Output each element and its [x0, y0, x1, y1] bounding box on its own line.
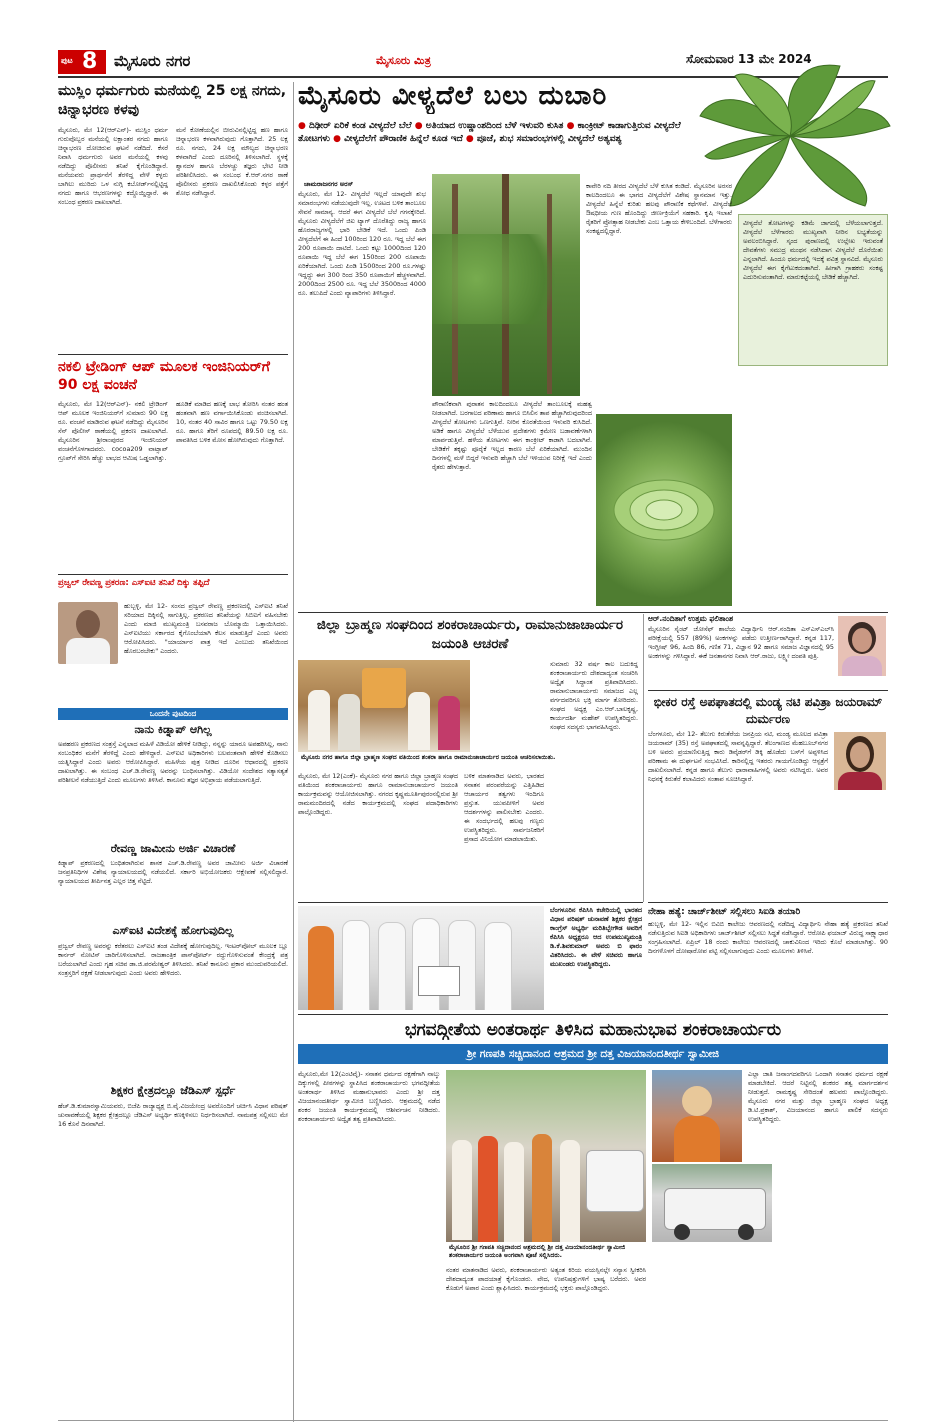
- lead-body-col4: ವೀಳ್ಯದೆಲೆ ತೋಟಗಳನ್ನು ಕಡಿಮೆ ಜಾಗದಲ್ಲಿ ಬೆಳೆಯಲಾಗುತ್ತದೆ. ವೀಳ್ಯದೆಲೆ ಬೆಳೆಗಾರರು ಮುಖ್ಯವಾಗಿ ನೀರಿನ ಲಭ್ಯತೆಯನ್ನು ಅವಲಂಬಿಸಿದ್ದಾರೆ. ಸ್ಕಂದ ಪುರಾಣದಲ್ಲಿ ಉಲ್ಲೇಖ ಇರುವಂತೆ ದೇವತೆಗಳು ಸಮುದ್ರ ಮಂಥನ ನಡೆಸಿದಾಗ ವೀಳ್ಯದೆಲೆ ದೊರೆಯಿತು ಎನ್ನಲಾಗಿದೆ. ಹಿಂದೂ ಧರ್ಮದಲ್ಲಿ ಇದಕ್ಕೆ ಪವಿತ್ರ ಸ್ಥಾನವಿದೆ. ಮೈಸೂರು ವೀಳ್ಯದೆಲೆ ಈಗ ಕೈಗೆಟುಕದಂತಾಗಿದೆ. ಹೀಗಾಗಿ ಗ್ರಾಹಕರು ಸಂಕಷ್ಟ ಎದುರಿಸುವಂತಾಗಿದೆ. ಮಾರುಕಟ್ಟೆಯಲ್ಲಿ ಬೇಡಿಕೆ ಹೆಚ್ಚಾಗಿದೆ.: [743, 219, 883, 281]
- column-rule: [293, 82, 294, 1422]
- body-brahmana-2: ಬಳಿಕ ಮಾತನಾಡಿದ ಅವರು, ಭಾರತದ ಸನಾತನ ಪರಂಪರೆಯನ್ನು ಎತ್ತಿಹಿಡಿದ ಆಚಾರ್ಯರ ತತ್ವಗಳು ಇಂದಿಗೂ ಪ್ರಸ್ತುತ. ಯುವಪೀಳಿಗೆ ಅವರ ಆದರ್ಶಗಳನ್ನು ಪಾಲಿಸಬೇಕು ಎಂದರು. ಈ ಸಂದರ್ಭದಲ್ಲಿ ಹಲವು ಗಣ್ಯರು ಉಪಸ್ಥಿತರಿದ್ದರು. ಸಾರ್ವಜನಿಕರಿಗೆ ಪ್ರಸಾದ ವಿನಿಯೋಗ ಮಾಡಲಾಯಿತು.: [464, 772, 544, 843]
- divider: [298, 902, 643, 903]
- body-revanna-bail: ಕಿಡ್ನಾಪ್ ಪ್ರಕರಣದಲ್ಲಿ ಬಂಧಿತರಾಗಿರುವ ಶಾಸಕ ಎಚ್.ಡಿ.ರೇವಣ್ಣ ಅವರ ಜಾಮೀನು ಅರ್ಜಿ ವಿಚಾರಣೆ ಜನಪ್ರತಿನಿಧಿಗಳ ವಿಶೇಷ ನ್ಯಾಯಾಲಯದಲ್ಲಿ ನಡೆಯಲಿದೆ. ಸರ್ಕಾರಿ ಅಭಿಯೋಜಕರು ಆಕ್ಷೇಪಣೆ ಸಲ್ಲಿಸಲಿದ್ದಾರೆ. ನ್ಯಾಯಾಲಯದ ತೀರ್ಪಿನತ್ತ ಎಲ್ಲರ ಚಿತ್ತ ನೆಟ್ಟಿದೆ.: [58, 859, 288, 885]
- photo-shankara-event: [446, 1070, 646, 1242]
- body-brahmana-1: ಮೈಸೂರು, ಮೇ 12(ಎಂಕೆ)- ಮೈಸೂರು ನಗರ ಹಾಗೂ ಜಿಲ್ಲಾ ಬ್ರಾಹ್ಮಣ ಸಂಘದ ವತಿಯಿಂದ ಶಂಕರಾಚಾರ್ಯರು ಹಾಗೂ ರಾಮಾನುಜಾಚಾರ್ಯರ ಜಯಂತಿ ಕಾರ್ಯಕ್ರಮವನ್ನು ಆಯೋಜಿಸಲಾಗಿತ್ತು. ನಗರದ ಕೃಷ್ಣಮೂರ್ತಿಪುರಂನಲ್ಲಿರುವ ಶ್ರೀ ರಾಮಮಂದಿರದಲ್ಲಿ ನಡೆದ ಕಾರ್ಯಕ್ರಮದಲ್ಲಿ ಸಂಘದ ಪದಾಧಿಕಾರಿಗಳು ಪಾಲ್ಗೊಂಡಿದ್ದರು.: [298, 772, 458, 816]
- headline-kidnap: ನಾನು ಕಿಡ್ನಾಪ್ ಆಗಿಲ್ಲ: [134, 723, 212, 736]
- lead-body-col2: ಪೌರಾಣಿಕವಾಗಿ ಪುರಾತನ ಕಾಲದಿಂದಲೂ ವೀಳ್ಯದೆಲೆ ತಾಂಬೂಲಕ್ಕೆ ಮಹತ್ವ ನೀಡಲಾಗಿದೆ. ಬರಗಾಲದ ಪರಿಣಾಮ ಹಾಗೂ ಬಿಸಿಲಿನ ತಾಪ ಹೆಚ್ಚಾಗಿರುವುದರಿಂದ ವೀಳ್ಯದೆಲೆ ತೋಟಗಳು ಒಣಗುತ್ತಿವೆ. ನೀರಿನ ಕೊರತೆಯಿಂದ ಇಳುವರಿ ಕುಸಿದಿದೆ. ಅಡಿಕೆ ಹಾಗೂ ವೀಳ್ಯದೆಲೆ ಬೆಳೆಯುವ ಪ್ರದೇಶಗಳು ಕ್ರಮೇಣ ಬಡಾವಣೆಗಳಾಗಿ ಮಾರ್ಪಡುತ್ತಿವೆ. ಹಳೆಯ ತೋಟಗಳು ಈಗ ಕಾಂಕ್ರೀಟ್ ಕಾಡಾಗಿ ಬದಲಾಗಿವೆ. ಬೇಡಿಕೆಗೆ ತಕ್ಕಷ್ಟು ಪೂರೈಕೆ ಇಲ್ಲದ ಕಾರಣ ಬೆಲೆ ಏರಿಕೆಯಾಗಿದೆ. ಮುಂದಿನ ದಿನಗಳಲ್ಲಿ ಮಳೆ ಬಿದ್ದರೆ ಇಳುವರಿ ಹೆಚ್ಚಾಗಿ ಬೆಲೆ ಇಳಿಯುವ ನಿರೀಕ್ಷೆ ಇದೆ ಎಂದು ರೈತರು ಹೇಳುತ್ತಾರೆ.: [432, 400, 592, 471]
- divider: [648, 902, 888, 903]
- bullet-item: ● ಕಾಂಕ್ರೀಟ್ ಕಾಡಾಗುತ್ತಿರುವ ವೀಳ್ಯದೆಲೆ ತೋಟಗಳು: [298, 121, 681, 144]
- photo-nandita: [838, 616, 886, 676]
- page-number-box: [58, 50, 106, 74]
- divider: [58, 574, 288, 575]
- continued-label: ಒಂದನೇ ಪುಟದಿಂದ: [58, 708, 288, 720]
- subhead-shankara: ಶ್ರೀ ಗಣಪತಿ ಸಚ್ಚಿದಾನಂದ ಆಶ್ರಮದ ಶ್ರೀ ದತ್ತ ವಿಜಯಾನಂದತೀರ್ಥ ಸ್ವಾಮೀಜಿ: [298, 1044, 888, 1064]
- photo-pavithra: [834, 732, 886, 790]
- body-fraud-right: ಹೂಡಿಕೆ ಮಾಡಿದ ಹಣಕ್ಕೆ ಲಾಭ ತೋರಿಸಿ ನಂತರ ಹಂತ ಹಂತವಾಗಿ ಹಣ ವರ್ಗಾಯಿಸಿಕೊಂಡು ವಂಚಿಸಲಾಗಿದೆ. 10, ನಂತರ 40 ಸಾವಿರ ಹಾಗೂ ಒಟ್ಟು 79.50 ಲಕ್ಷ ರೂ. ಹಾಗೂ ತೆರಿಗೆ ರೂಪದಲ್ಲಿ 89.50 ಲಕ್ಷ ರೂ. ಪಾವತಿಸಿದ ಬಳಿಕ ಮೋಸ ಹೋಗಿರುವುದು ಗೊತ್ತಾಗಿದೆ.: [176, 400, 288, 444]
- body-prajwal: ಹುಬ್ಬಳ್ಳಿ, ಮೇ 12- ಸಂಸದ ಪ್ರಜ್ವಲ್ ರೇವಣ್ಣ ಪ್ರಕರಣದಲ್ಲಿ ಎಸ್‌ಐಟಿ ತನಿಖೆ ಸರಿಯಾದ ದಿಕ್ಕಿನಲ್ಲಿ ಸಾಗುತ್ತಿಲ್ಲ. ಪ್ರಕರಣದ ತನಿಖೆಯನ್ನು ಸಿಬಿಐಗೆ ವಹಿಸಬೇಕು ಎಂದು ಮಾಜಿ ಮುಖ್ಯಮಂತ್ರಿ ಬಸವರಾಜ ಬೊಮ್ಮಾಯಿ ಒತ್ತಾಯಿಸಿದರು. ಎಸ್‌ಐಟಿಯು ಸರ್ಕಾರದ ಕೈಗೊಂಬೆಯಾಗಿ ಕೆಲಸ ಮಾಡುತ್ತಿದೆ ಎಂದು ಅವರು ಆರೋಪಿಸಿದರು. "ಯಾರ್ಯಾರ ಪಾತ್ರ ಇದೆ ಎಂಬುದು ತನಿಖೆಯಿಂದ ಹೊರಬರಬೇಕು" ಎಂದರು.: [124, 602, 288, 655]
- bullet-item: ● ಅತಿಯಾದ ಉಷ್ಣಾಂಶದಿಂದ ಬೆಳೆ ಇಳುವರಿ ಕುಸಿತ: [415, 121, 564, 131]
- headline-neha: ನೇಹಾ ಹತ್ಯೆ: ಚಾರ್ಜ್‌ಶೀಟ್ ಸಲ್ಲಿಸಲು ಸಿಐಡಿ ತಯಾರಿ: [648, 907, 801, 917]
- divider: [648, 690, 888, 691]
- headline-jds: ಶಿಕ್ಷಕರ ಕ್ಷೇತ್ರದಲ್ಲೂ ಜೆಡಿಎಸ್ ಸ್ಪರ್ಧೆ: [110, 1084, 236, 1097]
- body-theft-right: ಮನೆ ಕೋಣೆಯಲ್ಲಿನ ಬೀರುವಿನಲ್ಲಿಟ್ಟಿದ್ದ ಹಣ ಹಾಗೂ ಚಿನ್ನಾಭರಣ ಕಳವಾಗಿರುವುದು ಗೊತ್ತಾಗಿದೆ. 25 ಲಕ್ಷ ರೂ. ನಗದು, 24 ಲಕ್ಷ ಮೌಲ್ಯದ ಚಿನ್ನಾಭರಣ ಕಳವಾಗಿದೆ ಎಂದು ದೂರಿನಲ್ಲಿ ತಿಳಿಸಲಾಗಿದೆ. ಸ್ಥಳಕ್ಕೆ ಶ್ವಾನದಳ ಹಾಗೂ ಬೆರಳಚ್ಚು ತಜ್ಞರು ಭೇಟಿ ನೀಡಿ ಪರಿಶೀಲಿಸಿದರು. ಈ ಸಂಬಂಧ ಕೆ.ಆರ್.ನಗರ ಠಾಣೆ ಪೊಲೀಸರು ಪ್ರಕರಣ ದಾಖಲಿಸಿಕೊಂಡು ಕಳ್ಳರ ಪತ್ತೆಗೆ ಶೋಧ ನಡೆಸಿದ್ದಾರೆ.: [176, 126, 288, 197]
- photo-brahmana-event: [298, 660, 470, 752]
- caption-brahmana: ಮೈಸೂರು ನಗರ ಹಾಗೂ ಜಿಲ್ಲಾ ಬ್ರಾಹ್ಮಣ ಸಂಘದ ವತಿಯಿಂದ ಶಂಕರಾ ಹಾಗೂ ರಾಮಾನುಜಾಚಾರ್ಯರ ಜಯಂತಿ ಆಚರಿಸಲಾಯಿತು.: [298, 753, 640, 763]
- body-fraud-left: ಮೈಸೂರು, ಮೇ 12(ಆರ್‌ಎನ್)- ನಕಲಿ ಟ್ರೇಡಿಂಗ್ ಆಪ್ ಮೂಲಕ ಇಂಜಿನಿಯರ್‌ಗೆ ಸುಮಾರು 90 ಲಕ್ಷ ರೂ. ವಂಚನೆ ಮಾಡಿರುವ ಘಟನೆ ನಡೆದಿದ್ದು ಮೈಸೂರಿನ ಸೆನ್ ಪೊಲೀಸ್ ಠಾಣೆಯಲ್ಲಿ ಪ್ರಕರಣ ದಾಖಲಾಗಿದೆ. ಮೈಸೂರಿನ ಶ್ರೀರಾಂಪುರದ ಇಂಜಿನಿಯರ್ ವಂಚನೆಗೊಳಗಾದವರು. cocoa209 ವಾಟ್ಸಾಪ್ ಗ್ರೂಪ್‌ಗೆ ಸೇರಿಸಿ ಹೆಚ್ಚು ಲಾಭದ ಆಮಿಷ ಒಡ್ಡಲಾಗಿತ್ತು.: [58, 400, 168, 462]
- headline-theft: ಮುಸ್ಲಿಂ ಧರ್ಮಗುರು ಮನೆಯಲ್ಲಿ 25 ಲಕ್ಷ ನಗದು, ಚಿನ್ನಾಭರಣ ಕಳವು: [58, 83, 287, 118]
- body-congress: ಬೆಂಗಳೂರಿನ ಕೆಪಿಸಿಸಿ ಕಚೇರಿಯಲ್ಲಿ ಭಾರತದ ವಿಧಾನ ಪರಿಷತ್ ಚುನಾವಣೆ ಶಿಕ್ಷಕರ ಕ್ಷೇತ್ರದ ಕಾಂಗ್ರೆಸ್ ಅಭ್ಯರ್ಥಿ ಮರಿತಿಬ್ಬೇಗೌಡ ಅವರಿಗೆ ಕೆಪಿಸಿಸಿ ಅಧ್ಯಕ್ಷರೂ ಆದ ಉಪಮುಖ್ಯಮಂತ್ರಿ ಡಿ.ಕೆ.ಶಿವಕುಮಾರ್ ಅವರು ಬಿ ಫಾರಂ ವಿತರಿಸಿದರು. ಈ ವೇಳೆ ಸಚಿವರು ಹಾಗೂ ಮುಖಂಡರು ಉಪಸ್ಥಿತರಿದ್ದರು.: [550, 906, 642, 968]
- body-brahmana-3: ಸುಮಾರು 32 ವರ್ಷ ಕಾಲ ಬದುಕಿದ್ದ ಶಂಕರಾಚಾರ್ಯರು ದೇಶದಾದ್ಯಂತ ಸಂಚರಿಸಿ ಅದ್ವೈತ ಸಿದ್ಧಾಂತ ಪ್ರತಿಪಾದಿಸಿದರು. ರಾಮಾನುಜಾಚಾರ್ಯರು ಸಮಾಜದ ಎಲ್ಲ ವರ್ಗದವರಿಗೂ ಭಕ್ತಿ ಮಾರ್ಗ ತೋರಿದರು. ಸಂಘದ ಅಧ್ಯಕ್ಷ ಎಂ.ಆರ್.ಬಾಲಕೃಷ್ಣ, ಕಾರ್ಯದರ್ಶಿ ಮಹೇಶ್ ಉಪಸ್ಥಿತರಿದ್ದರು. ಸಂಘದ ಸದಸ್ಯರು ಭಾಗವಹಿಸಿದ್ದರು.: [550, 660, 638, 731]
- bullet-item: ● ಪೂಜೆ, ಶುಭ ಸಮಾರಂಭಗಳಲ್ಲಿ ವೀಳ್ಯದೆಲೆ ಅತ್ಯವಶ್ಯ: [466, 134, 622, 144]
- headline-fraud: ನಕಲಿ ಟ್ರೇಡಿಂಗ್ ಆಪ್ ಮೂಲಕ ಇಂಜಿನಿಯರ್‌ಗೆ 90 ಲಕ್ಷ ವಂಚನೆ: [58, 359, 270, 393]
- section-name: ಮೈಸೂರು ನಗರ: [114, 52, 191, 70]
- headline-nandita: ಆರ್.ನಂದಿತಾಗೆ ಉತ್ತಮ ಫಲಿತಾಂಶ: [648, 614, 734, 623]
- body-shankara-col3: ನಂತರ ಮಾತನಾಡಿದ ಅವರು, ಶಂಕರಾಚಾರ್ಯರು ಅತ್ಯಂತ ಕಿರಿಯ ವಯಸ್ಸಿನಲ್ಲೇ ಸನ್ಯಾಸ ಸ್ವೀಕರಿಸಿ ದೇಶದಾದ್ಯಂತ ಪಾದಯಾತ್ರೆ ಕೈಗೊಂಡರು. ವೇದ, ಉಪನಿಷತ್ತುಗಳಿಗೆ ಭಾಷ್ಯ ಬರೆದರು. ಅವರ ಕೊಡುಗೆ ಅಪಾರ ಎಂದು ಶ್ಲಾಘಿಸಿದರು. ಕಾರ್ಯಕ್ರಮದಲ್ಲಿ ಭಕ್ತರು ಪಾಲ್ಗೊಂಡಿದ್ದರು.: [446, 1266, 646, 1292]
- body-sit: ಪ್ರಜ್ವಲ್ ರೇವಣ್ಣ ಅವರನ್ನು ಕರೆತರಲು ಎಸ್‌ಐಟಿ ತಂಡ ವಿದೇಶಕ್ಕೆ ಹೋಗುವುದಿಲ್ಲ. ಇಂಟರ್‌ಪೋಲ್ ಮೂಲಕ ಬ್ಲೂ ಕಾರ್ನರ್ ನೋಟಿಸ್ ಜಾರಿಗೊಳಿಸಲಾಗಿದೆ. ರಾಜತಾಂತ್ರಿಕ ಪಾಸ್‌ಪೋರ್ಟ್ ರದ್ದುಗೊಳಿಸುವಂತೆ ಕೇಂದ್ರಕ್ಕೆ ಪತ್ರ ಬರೆಯಲಾಗಿದೆ ಎಂದು ಗೃಹ ಸಚಿವ ಡಾ.ಜಿ.ಪರಮೇಶ್ವರ್ ತಿಳಿಸಿದರು. ತನಿಖೆ ಕಾನೂನು ಪ್ರಕಾರ ಮುಂದುವರಿಯಲಿದೆ. ಸಂತ್ರಸ್ತರಿಗೆ ರಕ್ಷಣೆ ನೀಡಲಾಗುವುದು ಎಂದು ಅವರು ಹೇಳಿದರು.: [58, 942, 288, 977]
- headline-sit: ಎಸ್‌ಐಟಿ ವಿದೇಶಕ್ಕೆ ಹೋಗುವುದಿಲ್ಲ: [112, 924, 234, 937]
- lead-body-col3: ಕಾವೇರಿ ನದಿ ತೀರದ ವೀಳ್ಯದೆಲೆ ಬೆಳೆ ಕುಸಿತ ಕಂಡಿದೆ. ಮೈಸೂರಿನ ಅರಸರ ಕಾಲದಿಂದಲೂ ಈ ಭಾಗದ ವೀಳ್ಯದೆಲೆಗೆ ವಿಶೇಷ ಸ್ಥಾನಮಾನ ಇತ್ತು. ವೀಳ್ಯದೆಲೆ ಹಿನ್ನೆಲೆ ಕುರಿತು ಹಲವು ಪೌರಾಣಿಕ ಕಥೆಗಳಿವೆ. ವೀಳ್ಯದೆಲೆ ಔಷಧೀಯ ಗುಣ ಹೊಂದಿದ್ದು ಜೀರ್ಣಕ್ರಿಯೆಗೆ ಸಹಕಾರಿ. ಕೃಷಿ ಇಲಾಖೆ ರೈತರಿಗೆ ಪ್ರೋತ್ಸಾಹ ನೀಡಬೇಕು ಎಂಬ ಒತ್ತಾಯ ಕೇಳಿಬಂದಿದೆ. ಬೆಳೆಗಾರರು ಸಂಕಷ್ಟದಲ್ಲಿದ್ದಾರೆ.: [586, 182, 732, 235]
- body-shankara-col1: ಮೈಸೂರು,ಮೇ 12(ಎಂಟಿವೈ)- ಸನಾತನ ಧರ್ಮದ ರಕ್ಷಣೆಗಾಗಿ ನಾಲ್ಕು ದಿಕ್ಕುಗಳಲ್ಲಿ ಪೀಠಗಳನ್ನು ಸ್ಥಾಪಿಸಿದ ಶಂಕರಾಚಾರ್ಯರು ಭಗವದ್ಗೀತೆಯ ಅಂತರಾರ್ಥ ತಿಳಿಸಿದ ಮಹಾನುಭಾವರು ಎಂದು ಶ್ರೀ ದತ್ತ ವಿಜಯಾನಂದತೀರ್ಥ ಸ್ವಾಮೀಜಿ ಬಣ್ಣಿಸಿದರು. ಆಶ್ರಮದಲ್ಲಿ ನಡೆದ ಶಂಕರ ಜಯಂತಿ ಕಾರ್ಯಕ್ರಮದಲ್ಲಿ ಆಶೀರ್ವಚನ ನೀಡಿದರು. ಶಂಕರಾಚಾರ್ಯರು ಅದ್ವೈತ ತತ್ವ ಪ್ರತಿಪಾದಿಸಿದರು.: [298, 1070, 440, 1123]
- body-jds: ಹೆಚ್.ಡಿ.ಕುಮಾರಸ್ವಾಮಿಯವರು, ಬಿಜೆಪಿ ರಾಜ್ಯಾಧ್ಯಕ್ಷ ಬಿ.ವೈ.ವಿಜಯೇಂದ್ರ ಅವರೊಂದಿಗೆ ಚರ್ಚಿಸಿ ವಿಧಾನ ಪರಿಷತ್ ಚುನಾವಣೆಯಲ್ಲಿ ಶಿಕ್ಷಕರ ಕ್ಷೇತ್ರದಲ್ಲೂ ಜೆಡಿಎಸ್ ಅಭ್ಯರ್ಥಿ ಕಣಕ್ಕಿಳಿಸಲು ನಿರ್ಧರಿಸಲಾಗಿದೆ. ನಾಮಪತ್ರ ಸಲ್ಲಿಸಲು ಮೇ 16 ಕೊನೆ ದಿನವಾಗಿದೆ.: [58, 1102, 288, 1128]
- betel-info-box: [738, 214, 888, 366]
- body-neha: ಹುಬ್ಬಳ್ಳಿ, ಮೇ 12- ಇಲ್ಲಿನ ಬಿವಿಬಿ ಕಾಲೇಜು ಆವರಣದಲ್ಲಿ ನಡೆದಿದ್ದ ವಿದ್ಯಾರ್ಥಿನಿ ನೇಹಾ ಹತ್ಯೆ ಪ್ರಕರಣದ ತನಿಖೆ ನಡೆಸುತ್ತಿರುವ ಸಿಐಡಿ ಅಧಿಕಾರಿಗಳು ಚಾರ್ಜ್‌ಶೀಟ್ ಸಲ್ಲಿಸಲು ಸಿದ್ಧತೆ ನಡೆಸಿದ್ದಾರೆ. ಆರೋಪಿ ಫಯಾಜ್ ವಿರುದ್ಧ ಸಾಕ್ಷ್ಯಾಧಾರ ಸಂಗ್ರಹಿಸಲಾಗಿದೆ. ಏಪ್ರಿಲ್ 18 ರಂದು ಕಾಲೇಜು ಆವರಣದಲ್ಲಿ ಚಾಕುವಿನಿಂದ ಇರಿದು ಕೊಲೆ ಮಾಡಲಾಗಿತ್ತು. 90 ದಿನಗಳೊಳಗೆ ದೋಷಾರೋಪ ಪಟ್ಟಿ ಸಲ್ಲಿಸಲಾಗುವುದು ಎಂದು ಮೂಲಗಳು ತಿಳಿಸಿವೆ.: [648, 920, 888, 955]
- headline-pavithra: ಭೀಕರ ರಸ್ತೆ ಅಪಘಾತದಲ್ಲಿ ಮಂಡ್ಯ ನಟಿ ಪವಿತ್ರಾ ಜಯರಾಮ್ ದುರ್ಮರಣ: [653, 695, 883, 726]
- lead-byline: ಚಾಮರಾಜನಗರ ಅರಸ್: [304, 180, 354, 188]
- body-kidnap: ಅಪಹರಣ ಪ್ರಕರಣದ ಸಂತ್ರಸ್ತೆ ಎನ್ನಲಾದ ಮಹಿಳೆ ವಿಡಿಯೋ ಹೇಳಿಕೆ ನೀಡಿದ್ದು, ನನ್ನನ್ನು ಯಾರೂ ಅಪಹರಿಸಿಲ್ಲ, ನಾನು ಸಂಬಂಧಿಕರ ಮನೆಗೆ ತೆರಳಿದ್ದೆ ಎಂದು ಹೇಳಿದ್ದಾರೆ. ಎಸ್‌ಐಟಿ ಅಧಿಕಾರಿಗಳು ಬಲವಂತವಾಗಿ ಹೇಳಿಕೆ ಕೊಡಿಸಲು ಯತ್ನಿಸಿದ್ದಾರೆ ಎಂದು ಅವರು ಆರೋಪಿಸಿದ್ದಾರೆ. ಮಹಿಳೆಯ ಪುತ್ರ ನೀಡಿದ ದೂರಿನ ಆಧಾರದಲ್ಲಿ ಪ್ರಕರಣ ದಾಖಲಾಗಿತ್ತು. ಈ ಸಂಬಂಧ ಎಚ್.ಡಿ.ರೇವಣ್ಣ ಅವರನ್ನು ಬಂಧಿಸಲಾಗಿತ್ತು. ವಿಡಿಯೋ ಸಂದೇಶದ ಸತ್ಯಾಸತ್ಯತೆ ಪರಿಶೀಲನೆ ನಡೆಯುತ್ತಿದೆ ಎಂದು ಮೂಲಗಳು ತಿಳಿಸಿವೆ. ಕಾನೂನು ತಜ್ಞರ ಅಭಿಪ್ರಾಯ ಪಡೆಯಲಾಗುತ್ತಿದೆ.: [58, 740, 288, 784]
- headline-revanna-bail: ರೇವಣ್ಣ ಜಾಮೀನು ಅರ್ಜಿ ವಿಚಾರಣೆ: [110, 842, 236, 855]
- paper-name: ಮೈಸೂರು ಮಿತ್ರ: [376, 54, 431, 67]
- column-rule: [643, 614, 644, 902]
- left-column: [58, 82, 288, 1420]
- issue-date: ಸೋಮವಾರ 13 ಮೇ 2024: [686, 52, 812, 66]
- lead-headline: ಮೈಸೂರು ವೀಳ್ಯದೆಲೆ ಬಲು ದುಬಾರಿ: [298, 81, 608, 111]
- page-word: ಪುಟ: [61, 56, 73, 65]
- portrait-bommai: [58, 602, 118, 664]
- bullet-item: ● ವೀಳ್ಯದೆಲೆಗೆ ಪೌರಾಣಿಕ ಹಿನ್ನೆಲೆ ಕೂಡ ಇದೆ: [333, 134, 463, 144]
- body-shankara-col4: ಎಲ್ಲಾ ಜಾತಿ ಜನಾಂಗದವರಿಗೂ ಒಂದಾಗಿ ಸನಾತನ ಧರ್ಮದ ರಕ್ಷಣೆ ಮಾಡಬೇಕಿದೆ. ಆದರೆ ನಿಟ್ಟಿನಲ್ಲಿ ಶಂಕರರ ತತ್ವ ಮಾರ್ಗದರ್ಶನ ನೀಡುತ್ತದೆ. ರಾಮಕೃಷ್ಣ ಸೇರಿದಂತೆ ಹಲವರು ಪಾಲ್ಗೊಂಡಿದ್ದರು. ಮೈಸೂರು ನಗರ ಮತ್ತು ಜಿಲ್ಲಾ ಬ್ರಾಹ್ಮಣ ಸಂಘದ ಅಧ್ಯಕ್ಷ ಡಿ.ಟಿ.ಪ್ರಕಾಶ್, ವಿಜಯಾನಂದ ಹಾಗೂ ಪಾಲಿಕೆ ಸದಸ್ಯರು ಉಪಸ್ಥಿತರಿದ್ದರು.: [748, 1070, 888, 1123]
- caption-shankara: ಮೈಸೂರಿನ ಶ್ರೀ ಗಣಪತಿ ಸಚ್ಚಿದಾನಂದ ಆಶ್ರಮದಲ್ಲಿ ಶ್ರೀ ದತ್ತ ವಿಜಯಾನಂದತೀರ್ಥ ಸ್ವಾಮೀಜಿ ಶಂಕರಾಚಾರ್ಯರ ಜಯಂತಿ ಅಂಗವಾಗಿ ಪೂಜೆ ಸಲ್ಲಿಸಿದರು.: [446, 1243, 646, 1261]
- headline-brahmana: ಜಿಲ್ಲಾ ಬ್ರಾಹ್ಮಣ ಸಂಘದಿಂದ ಶಂಕರಾಚಾರ್ಯರು, ರಾಮಾನುಜಾಚಾರ್ಯರ ಜಯಂತಿ ಆಚರಣೆ: [316, 617, 624, 652]
- lead-bullets: [298, 120, 698, 176]
- photo-betel-stack: [596, 414, 732, 606]
- divider: [298, 1014, 888, 1015]
- body-nandita: ಮೈಸೂರಿನ ಸೈಂಟ್ ಜೋಸೆಫ್ ಶಾಲೆಯ ವಿದ್ಯಾರ್ಥಿನಿ ಆರ್.ನಂದಿತಾ ಎಸ್‌ಎಸ್‌ಎಲ್‌ಸಿ ಪರೀಕ್ಷೆಯಲ್ಲಿ 557 (89%) ಅಂಕಗಳನ್ನು ಪಡೆದು ಉತ್ತೀರ್ಣರಾಗಿದ್ದಾರೆ. ಕನ್ನಡ 117, ಇಂಗ್ಲೀಷ್ 96, ಹಿಂದಿ 86, ಗಣಿತ 71, ವಿಜ್ಞಾನ 92 ಹಾಗೂ ಸಮಾಜ ವಿಜ್ಞಾನದಲ್ಲಿ 95 ಅಂಕಗಳನ್ನು ಗಳಿಸಿದ್ದಾರೆ. ಈಕೆ ಜನತಾನಗರ ನಿವಾಸಿ ಆರ್.ರಾಜು, ಲಕ್ಷ್ಮೀ ದಂಪತಿ ಪುತ್ರಿ.: [648, 625, 834, 660]
- photo-congress-bform: [298, 906, 544, 1010]
- photo-shankara-portrait: [652, 1070, 742, 1162]
- headline-prajwal: ಪ್ರಜ್ವಲ್ ರೇವಣ್ಣ ಪ್ರಕರಣ: ಎಸ್‌ಐಟಿ ತನಿಖೆ ದಿಕ್ಕು ತಪ್ಪಿದೆ: [58, 578, 210, 588]
- headline-shankara: ಭಗವದ್ಗೀತೆಯ ಅಂತರಾರ್ಥ ತಿಳಿಸಿದ ಮಹಾನುಭಾವ ಶಂಕರಾಚಾರ್ಯರು: [404, 1020, 782, 1040]
- page-number: 8: [82, 49, 98, 74]
- divider: [298, 612, 888, 613]
- photo-betel-farm: [432, 174, 580, 396]
- body-theft-left: ಮೈಸೂರು, ಮೇ 12(ಆರ್‌ಎನ್)- ಮುಸ್ಲಿಂ ಧರ್ಮ ಗುರುವೊಬ್ಬರ ಮನೆಯಲ್ಲಿ ಲಕ್ಷಾಂತರ ನಗದು ಹಾಗೂ ಚಿನ್ನಾಭರಣ ದೋಚಿರುವ ಘಟನೆ ನಡೆದಿದೆ. ಕೆಸರೆ ನಿವಾಸಿ ಧರ್ಮಗುರು ಅವರ ಮನೆಯಲ್ಲಿ ಕಳವು ನಡೆದಿದ್ದು ಪೊಲೀಸರು ತನಿಖೆ ಕೈಗೊಂಡಿದ್ದಾರೆ. ಮನೆಯವರು ಪ್ರಾರ್ಥನೆಗೆ ತೆರಳಿದ್ದ ವೇಳೆ ಕಳ್ಳರು ಬಾಗಿಲು ಮುರಿದು ಒಳ ನುಗ್ಗಿ ಕಬೋರ್ಡ್‌ನಲ್ಲಿಟ್ಟಿದ್ದ ನಗದು ಹಾಗೂ ಆಭರಣಗಳನ್ನು ಕದ್ದೊಯ್ದಿದ್ದಾರೆ. ಈ ಸಂಬಂಧ ಪ್ರಕರಣ ದಾಖಲಾಗಿದೆ.: [58, 126, 168, 206]
- divider: [58, 354, 288, 355]
- bottom-rule: [58, 1420, 888, 1421]
- body-pavithra: ಬೆಂಗಳೂರು, ಮೇ 12- ತೆಲುಗು ಕಿರುತೆರೆಯ ಜನಪ್ರಿಯ ನಟಿ, ಮಂಡ್ಯ ಮೂಲದ ಪವಿತ್ರಾ ಜಯರಾಮ್ (35) ರಸ್ತೆ ಅಪಘಾತದಲ್ಲಿ ಸಾವನ್ನಪ್ಪಿದ್ದಾರೆ. ತೆಲಂಗಾಣದ ಮೆಹಬೂಬ್‌ನಗರ ಬಳಿ ಅವರು ಪ್ರಯಾಣಿಸುತ್ತಿದ್ದ ಕಾರು ಡಿವೈಡರ್‌ಗೆ ಡಿಕ್ಕಿ ಹೊಡೆದು ಬಸ್‌ಗೆ ಅಪ್ಪಳಿಸಿದ ಪರಿಣಾಮ ಈ ದುರ್ಘಟನೆ ಸಂಭವಿಸಿದೆ. ಕಾರಿನಲ್ಲಿದ್ದ ಇತರರು ಗಾಯಗೊಂಡಿದ್ದು ಆಸ್ಪತ್ರೆಗೆ ದಾಖಲಿಸಲಾಗಿದೆ. ಕನ್ನಡ ಹಾಗೂ ತೆಲುಗು ಧಾರಾವಾಹಿಗಳಲ್ಲಿ ಅವರು ನಟಿಸಿದ್ದರು. ಅವರ ನಿಧನಕ್ಕೆ ಕಿರುತೆರೆ ಕಲಾವಿದರು ಸಂತಾಪ ಸೂಚಿಸಿದ್ದಾರೆ.: [648, 730, 828, 783]
- lead-body-col1: ಮೈಸೂರು, ಮೇ 12- ವೀಳ್ಯದೆಲೆ ಇಲ್ಲದೆ ಯಾವುದೇ ಶುಭ ಸಮಾರಂಭಗಳು ನಡೆಯುವುದೇ ಇಲ್ಲ. ಊಟದ ಬಳಿಕ ತಾಂಬೂಲ ಸೇವನೆ ಸಾಮಾನ್ಯ. ಆದರೆ ಈಗ ವೀಳ್ಯದೆಲೆ ಬೆಲೆ ಗಗನಕ್ಕೇರಿದೆ. ಮೈಸೂರು ವೀಳ್ಯದೆಲೆಗೆ ಜಿಐ ಟ್ಯಾಗ್ ದೊರೆತಿದ್ದು ರಾಜ್ಯ ಹಾಗೂ ಹೊರರಾಜ್ಯಗಳಲ್ಲಿ ಭಾರಿ ಬೇಡಿಕೆ ಇದೆ. ಒಂದು ಪಿಂಡಿ ವೀಳ್ಯದೆಲೆಗೆ ಈ ಹಿಂದೆ 100ರಿಂದ 120 ರೂ. ಇದ್ದ ಬೆಲೆ ಈಗ 200 ರೂಪಾಯಿ ದಾಟಿದೆ. ಒಂದು ಕಟ್ಟು 1000ದಿಂದ 120 ರೂಪಾಯಿ ಇದ್ದ ಬೆಲೆ ಈಗ 150ರಿಂದ 200 ರೂಪಾಯಿ ಏರಿಕೆಯಾಗಿದೆ. ಒಂದು ಪಿಂಡಿ 1500ರಿಂದ 200 ರೂ.ಗಳಷ್ಟು ಇದ್ದದ್ದು ಈಗ 300 ರಿಂದ 350 ರೂಪಾಯಿಗೆ ಹೆಚ್ಚಳವಾಗಿದೆ. 2000ದಿಂದ 2500 ರೂ. ಇದ್ದ ಬೆಲೆ 3500ರಿಂದ 4000 ರೂ. ತಲುಪಿದೆ ಎಂದು ವ್ಯಾಪಾರಿಗಳು ತಿಳಿಸಿದ್ದಾರೆ.: [298, 190, 426, 297]
- lead-body-col4b: [738, 370, 886, 608]
- bullet-item: ● ದಿಢೀರ್ ಏರಿಕೆ ಕಂಡ ವೀಳ್ಯದೆಲೆ ಬೆಲೆ: [298, 121, 412, 131]
